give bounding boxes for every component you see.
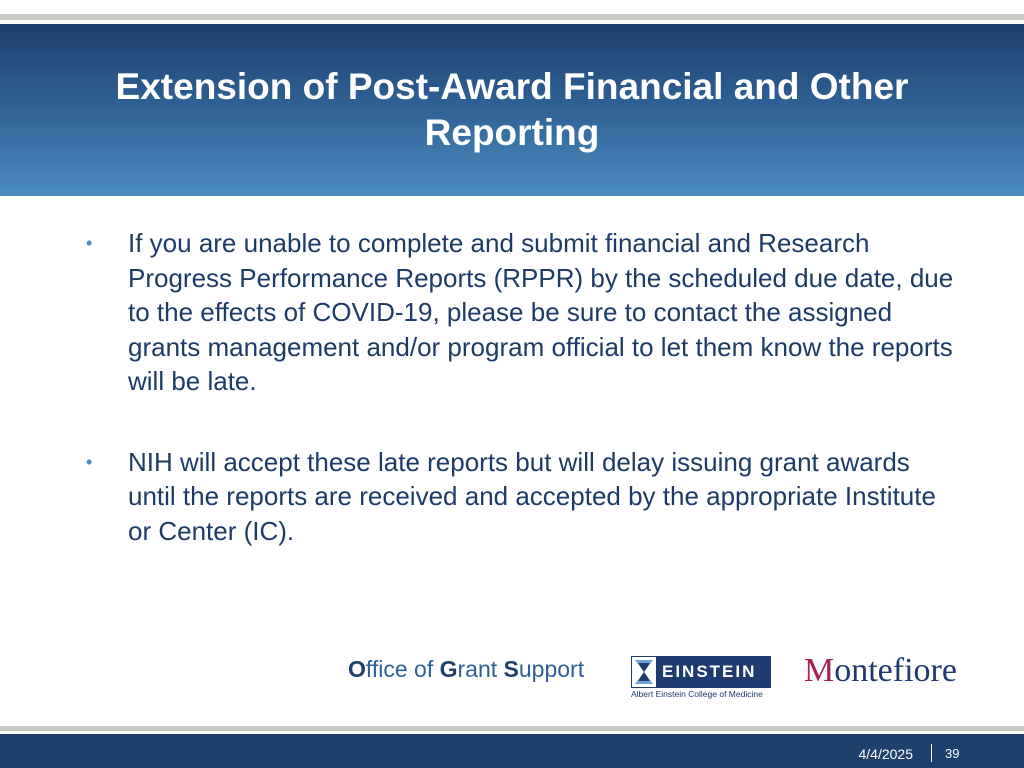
office-initial-o: O bbox=[348, 656, 366, 682]
einstein-emblem-icon bbox=[632, 657, 656, 687]
slide-number: 39 bbox=[945, 746, 960, 761]
slide-title: Extension of Post-Award Financial and Other Reporting bbox=[115, 66, 909, 153]
title-banner bbox=[0, 24, 1024, 196]
einstein-subtitle: Albert Einstein College of Medicine bbox=[631, 689, 763, 699]
grant-word-rest: rant bbox=[457, 656, 504, 682]
slide-body bbox=[84, 226, 964, 594]
bullet-marker: • bbox=[86, 233, 93, 253]
office-initial-s: S bbox=[503, 656, 519, 682]
einstein-logo bbox=[631, 656, 771, 701]
bullet-item bbox=[84, 226, 964, 399]
montefiore-rest: ontefiore bbox=[834, 652, 957, 689]
bullet-marker: • bbox=[86, 451, 93, 472]
office-initial-g: G bbox=[439, 656, 458, 682]
bullet-text: NIH will accept these late reports but will delay issuing grant awards until the reports are received and accepted by the appropriate Institute or Center (IC). bbox=[128, 446, 936, 546]
slide-date: 4/4/2025 bbox=[858, 746, 913, 762]
bullet-item bbox=[84, 445, 964, 549]
office-of-grant-support-label bbox=[348, 656, 584, 683]
montefiore-initial: M bbox=[804, 652, 835, 689]
footer-separator bbox=[931, 744, 932, 762]
bullet-text: If you are unable to complete and submit financial and Research Progress Performance Reports (RPPR) by the scheduled due date, due to the effects of COVID-19, please be sure to contact the assigned grants management and/or program official to let them know the reports will be late. bbox=[128, 228, 954, 396]
top-divider bbox=[0, 14, 1024, 20]
einstein-badge bbox=[631, 656, 771, 688]
montefiore-logo bbox=[804, 652, 957, 690]
bottom-divider bbox=[0, 726, 1024, 731]
einstein-wordmark: EINSTEIN bbox=[662, 662, 757, 681]
office-word-rest: ffice of bbox=[365, 656, 440, 682]
support-word-rest: upport bbox=[518, 656, 585, 682]
